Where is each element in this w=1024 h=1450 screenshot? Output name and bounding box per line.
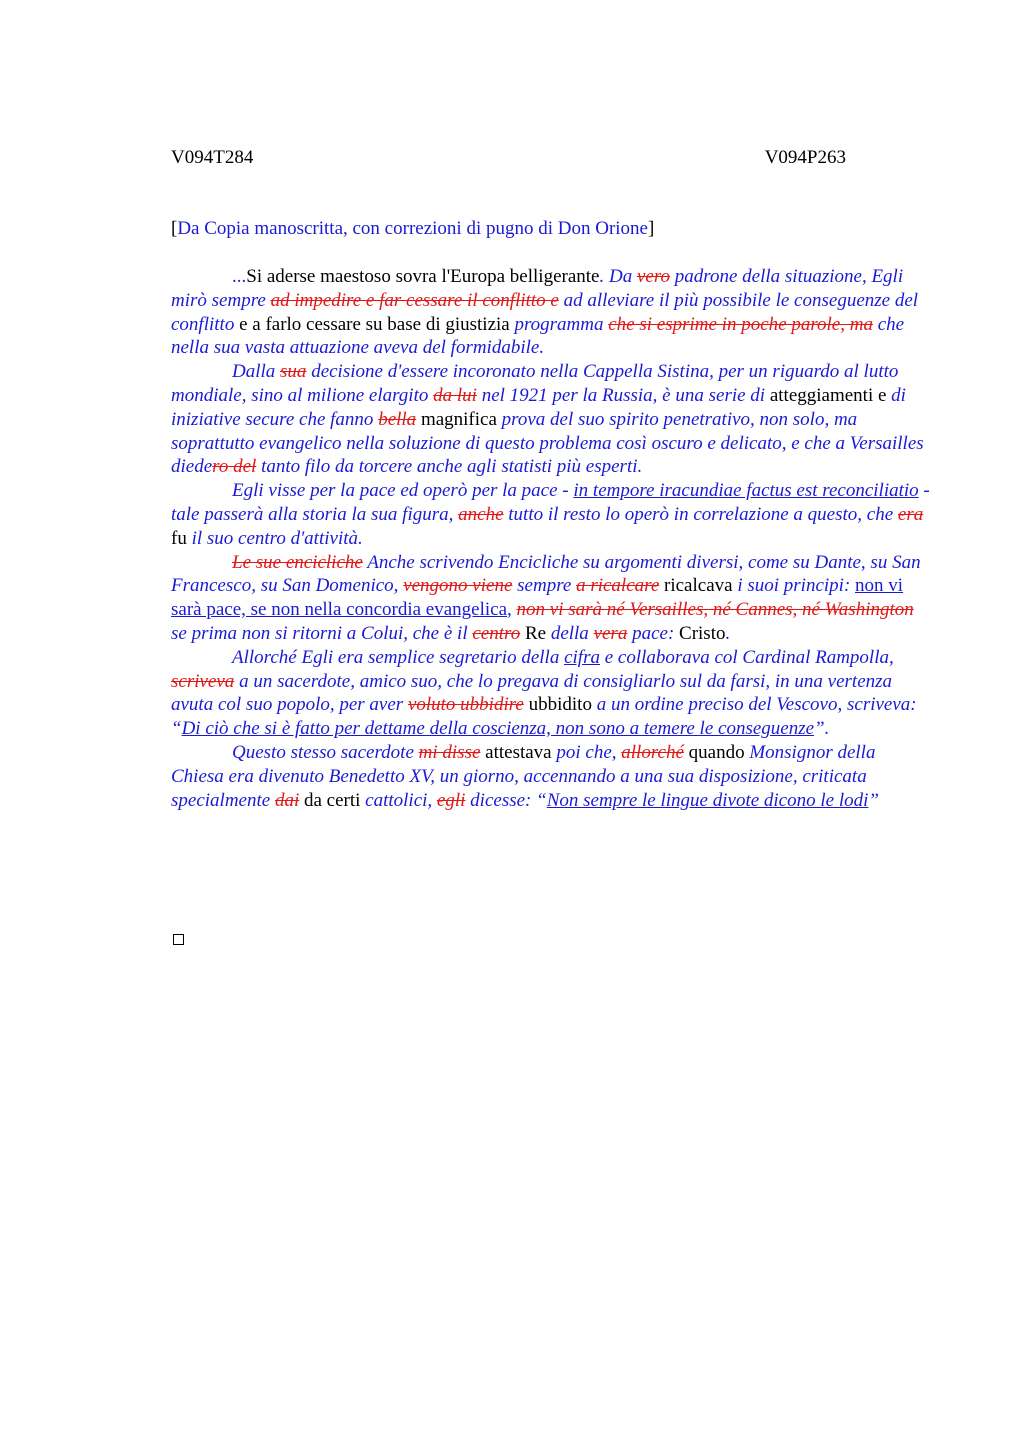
- revised-text: prova del suo spirito penetrativo, non solo, ma soprattutto evangelico nella soluzione di questo problema così oscuro e delicato, e che a Versailles diede: [171, 408, 924, 478]
- deleted-text: vero: [636, 266, 671, 287]
- revised-text: programma: [509, 313, 609, 335]
- latin-quote: in tempore iracundiae factus est reconciliatio: [573, 480, 919, 502]
- document-header: [171, 147, 846, 171]
- original-text: Si aderse maestoso sovra l'Europa belligerante: [246, 266, 600, 287]
- revised-text: di iniziative secure che fanno: [171, 384, 906, 430]
- deleted-text: vengono viene: [403, 575, 513, 597]
- paragraph-6: [171, 741, 931, 812]
- deleted-text: ro del: [212, 456, 257, 478]
- revised-text: decisione d'essere incoronato nella Cappella Sistina, per un riguardo al lutto mondiale, sino al milione elargito: [171, 361, 899, 406]
- original-text: magnifica: [416, 408, 497, 430]
- document-body: [171, 265, 931, 812]
- revised-text: Monsignor della Chiesa era divenuto Benedetto XV, un giorno, accennando a una sua disposizione, criticata specialmente: [171, 741, 876, 811]
- original-text: fu: [171, 527, 187, 549]
- deleted-text: mi disse: [418, 741, 481, 763]
- deleted-text: dai: [274, 789, 300, 811]
- revised-text: che nella sua vasta attuazione aveva del formidabile.: [171, 313, 905, 359]
- original-text: ubbidito: [523, 694, 592, 716]
- underlined-word: cifra: [564, 646, 600, 668]
- revised-text: ad alleviare il più possibile le conseguenze del conflitto: [171, 289, 919, 335]
- original-text: da certi: [299, 789, 361, 811]
- deleted-text: anche: [458, 503, 504, 525]
- deleted-text: Le sue encicliche: [232, 551, 363, 573]
- deleted-text: voluto ubbidire: [407, 694, 524, 716]
- revised-text: padrone della situazione, Egli mirò sempre: [171, 266, 904, 311]
- original-text: attestava: [480, 741, 552, 763]
- original-text: quando: [683, 741, 745, 763]
- revised-text: ”: [868, 789, 879, 811]
- ellipsis: ...: [232, 266, 247, 287]
- original-text: atteggiamenti e: [769, 384, 887, 406]
- original-text: Re: [520, 622, 547, 644]
- deleted-text: bella: [378, 408, 417, 430]
- deleted-text: non vi sarà né Versailles, né Cannes, né Washington: [516, 599, 914, 621]
- revised-text: pace:: [627, 622, 680, 644]
- revised-text: - tale passerà alla storia la sua figura,: [171, 480, 930, 525]
- deleted-text: a ricalcare: [576, 575, 660, 597]
- revised-text: a un ordine preciso del Vescovo, scriveva: “: [171, 694, 917, 740]
- paragraph-1: [171, 265, 931, 360]
- deleted-text: centro: [472, 622, 521, 644]
- source-note-text: Da Copia manoscritta, con correzioni di pugno di Don Orione: [177, 218, 648, 239]
- deleted-text: egli: [436, 789, 466, 811]
- revised-text: sempre: [512, 575, 577, 597]
- revised-text: nel 1921 per la Russia, è una serie di: [476, 384, 770, 406]
- revised-text: poi che,: [551, 741, 622, 763]
- paragraph-2: [171, 360, 931, 479]
- deleted-text: da lui: [433, 384, 477, 406]
- revised-text: .: [725, 622, 731, 644]
- revised-text: della: [546, 622, 594, 644]
- revised-text: se prima non si ritorni a Colui, che è il: [171, 622, 473, 644]
- original-text: ricalcava: [659, 575, 733, 597]
- revised-text: Questo stesso sacerdote: [232, 741, 419, 763]
- source-bracket-open: [: [171, 218, 178, 239]
- revised-text: ,: [507, 599, 517, 621]
- original-text: Cristo: [679, 622, 726, 644]
- paragraph-4: [171, 551, 931, 646]
- revised-text: ”.: [814, 718, 830, 740]
- underlined-quote: non vi sarà pace, se non nella concordia evangelica: [171, 575, 904, 621]
- revised-text: il suo centro d'attività.: [186, 527, 363, 549]
- revised-text: Anche scrivendo Encicliche su argomenti diversi, come su Dante, su San Francesco, su San Domenico,: [171, 551, 921, 597]
- original-text: e a farlo cessare su base di giustizia: [239, 313, 510, 335]
- source-note: [171, 218, 654, 240]
- deleted-text: era: [897, 503, 924, 525]
- revised-text: a un sacerdote, amico suo, che lo pregava di consigliarlo sul da farsi, in una vertenza avuta col suo popolo, per aver: [171, 670, 893, 716]
- revised-text: cattolici,: [360, 789, 437, 811]
- document-code-right: V094P263: [764, 147, 846, 168]
- revised-text: Egli visse per la pace ed operò per la pace -: [232, 480, 574, 502]
- underlined-quote: Non sempre le lingue divote dicono le lodi: [546, 789, 869, 811]
- revised-text: i suoi principi:: [732, 575, 856, 597]
- deleted-text: allorché: [621, 741, 684, 763]
- revised-text: tanto filo da torcere anche agli statisti più esperti.: [256, 456, 643, 478]
- deleted-text: che si esprime in poche parole, ma: [608, 313, 873, 335]
- white-square-icon: [173, 934, 184, 945]
- revised-text: Dalla: [232, 361, 281, 383]
- deleted-text: ad impedire e far cessare il conflitto e: [270, 289, 559, 311]
- paragraph-5: [171, 646, 931, 741]
- revised-text: e collaborava col Cardinal Rampolla,: [599, 646, 894, 668]
- revised-text: dicesse: “: [465, 789, 547, 811]
- revised-text: tutto il resto lo operò in correlazione a questo, che: [503, 503, 898, 525]
- document-code-left: V094T284: [171, 147, 254, 168]
- revised-text: . Da: [599, 266, 637, 287]
- revised-text: Allorché Egli era semplice segretario della: [232, 646, 565, 668]
- deleted-text: sua: [280, 361, 307, 383]
- paragraph-3: [171, 479, 931, 550]
- source-bracket-close: ]: [648, 218, 655, 239]
- deleted-text: scriveva: [171, 670, 235, 692]
- deleted-text: vera: [593, 622, 628, 644]
- underlined-quote: Di ciò che si è fatto per dettame della coscienza, non sono a temere le conseguenze: [181, 718, 815, 740]
